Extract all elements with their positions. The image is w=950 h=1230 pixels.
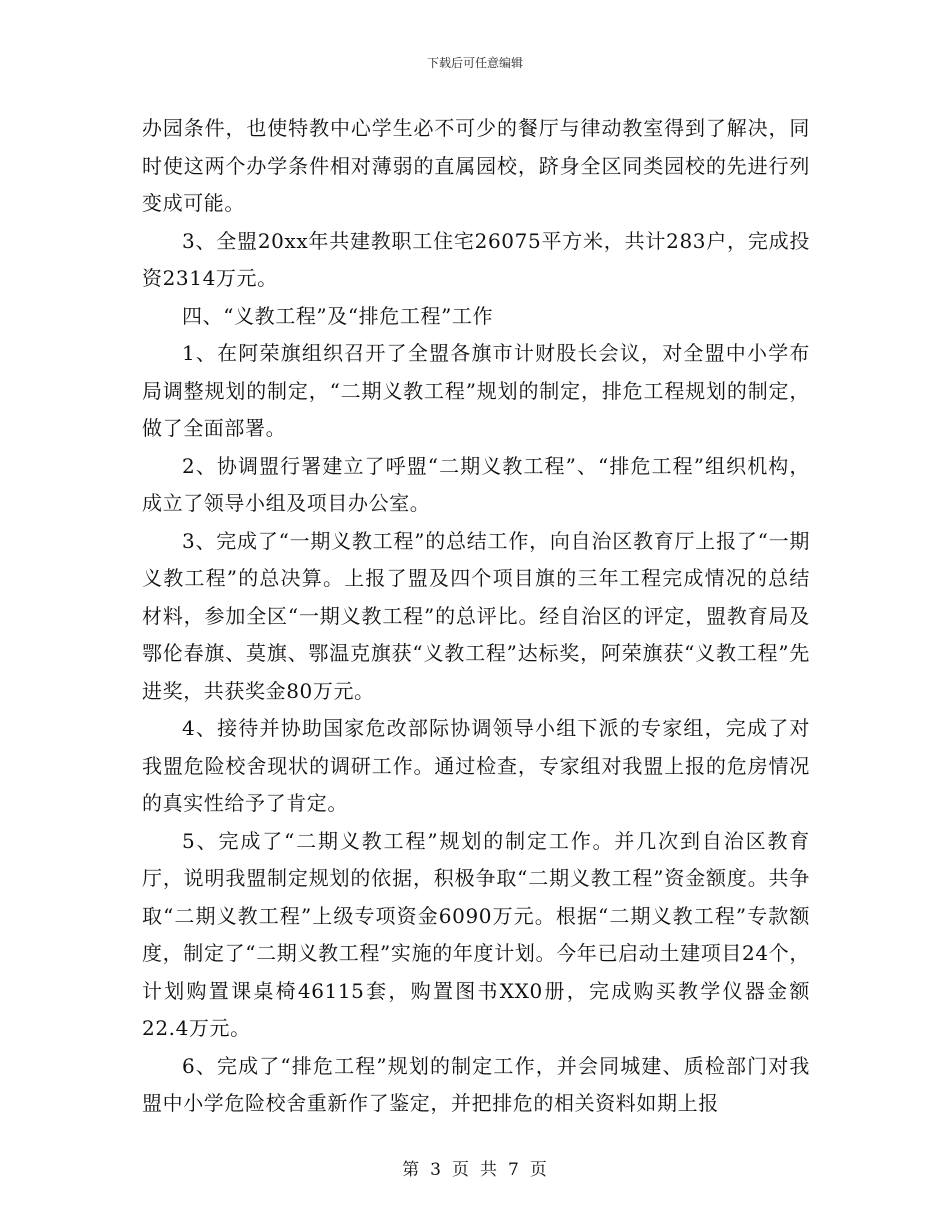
paragraph-item-2: 2、协调盟行署建立了呼盟“二期义教工程”、“排危工程”组织机构，成立了领导小组及项目办公室。 bbox=[142, 453, 810, 515]
paragraph-item-5: 5、完成了“二期义教工程”规划的制定工作。并几次到自治区教育厅，说明我盟制定规划的依据，积极争取“二期义教工程”资金额度。共争取“二期义教工程”上级专项资金6090万元。根据“二期义教工程”专款额度，制定了“二期义教工程”实施的年度计划。今年已启动土建项目24个，计划购置课桌椅46115套，购置图书XX0册，完成购买教学仪器金额22.4万元。 bbox=[142, 828, 810, 1040]
footer-current-page: 3 bbox=[430, 1160, 442, 1180]
page-header-note: 下载后可任意编辑 bbox=[426, 56, 523, 70]
paragraph-item-3-housing: 3、全盟20xx年共建教职工住宅26075平方米，共计283户，完成投资2314万元。 bbox=[142, 228, 810, 290]
paragraph-item-1: 1、在阿荣旗组织召开了全盟各旗市计财股长会议，对全盟中小学布局调整规划的制定，“二期义教工程”规划的制定，排危工程规划的制定，做了全面部署。 bbox=[142, 341, 810, 440]
footer-page-word: 页 bbox=[452, 1160, 470, 1180]
footer-prefix: 第 bbox=[402, 1160, 421, 1180]
footer-total-word: 共 bbox=[480, 1160, 498, 1180]
page-footer bbox=[0, 1155, 950, 1180]
footer-total-pages: 7 bbox=[508, 1160, 520, 1180]
paragraph-item-4: 4、接待并协助国家危改部际协调领导小组下派的专家组，完成了对我盟危险校舍现状的调研工作。通过检查，专家组对我盟上报的危房情况的真实性给予了肯定。 bbox=[142, 716, 810, 815]
section-heading-4: 四、“义教工程”及“排危工程”工作 bbox=[182, 303, 494, 328]
footer-suffix: 页 bbox=[529, 1160, 548, 1180]
paragraph-item-6: 6、完成了“排危工程”规划的制定工作，并会同城建、质检部门对我盟中小学危险校舍重新作了鉴定，并把排危的相关资料如期上报 bbox=[142, 1053, 810, 1115]
paragraph-item-3: 3、完成了“一期义教工程”的总结工作，向自治区教育厅上报了“一期义教工程”的总决算。上报了盟及四个项目旗的三年工程完成情况的总结材料，参加全区“一期义教工程”的总评比。经自治区的评定，盟教育局及鄂伦春旗、莫旗、鄂温克旗获“义教工程”达标奖，阿荣旗获“义教工程”先进奖，共获奖金80万元。 bbox=[142, 528, 810, 703]
document-body bbox=[142, 110, 810, 1123]
paragraph-continuation: 办园条件，也使特教中心学生必不可少的餐厅与律动教室得到了解决，同时使这两个办学条件相对薄弱的直属园校，跻身全区同类园校的先进行列变成可能。 bbox=[142, 116, 810, 215]
